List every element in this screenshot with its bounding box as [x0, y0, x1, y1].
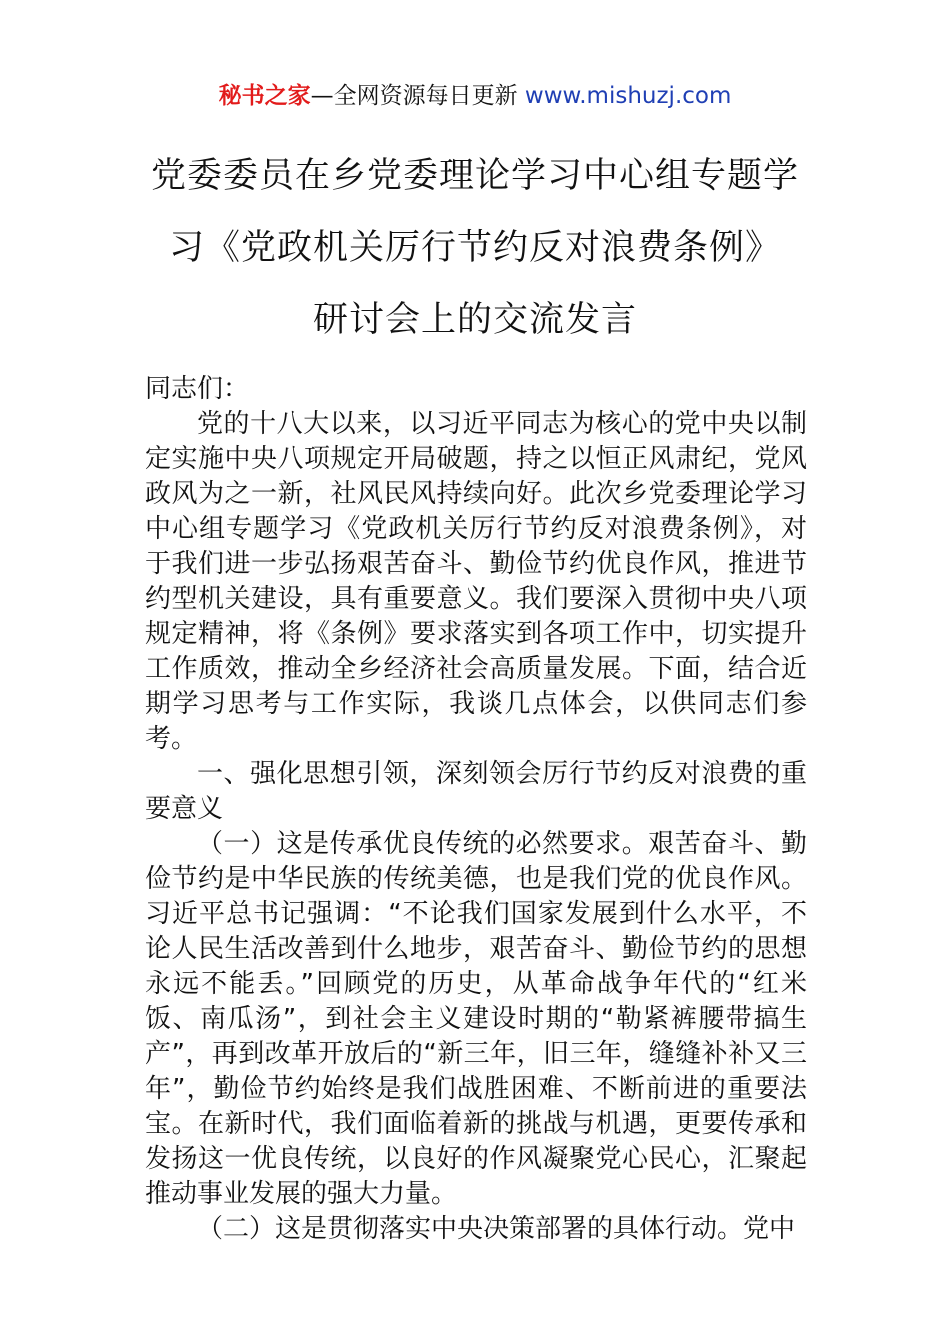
site-url: www.mishuzj.com — [524, 83, 732, 109]
document-body — [145, 372, 807, 1247]
title-line-3: 研讨会上的交流发言 — [312, 300, 637, 340]
site-brand: 秘书之家 — [218, 83, 311, 109]
title-line-1: 党委委员在乡党委理论学习中心组专题学 — [150, 156, 799, 196]
document-title — [0, 140, 950, 356]
paragraph-point-2: （二）这是贯彻落实中央决策部署的具体行动。党中 — [197, 1214, 796, 1244]
paragraph-point-1: （一）这是传承优良传统的必然要求。艰苦奋斗、勤俭节约是中华民族的传统美德，也是我们党的优良作风。习近平总书记强调：“不论我们国家发展到什么水平，不论人民生活改善到什么地步，艰苦奋斗、勤俭节约的思想永远不能丢。”回顾党的历史，从革命战争年代的“红米饭、南瓜汤”，到社会主义建设时期的“勒紧裤腰带搞生产”，再到改革开放后的“新三年，旧三年，缝缝补补又三年”，勤俭节约始终是我们战胜困难、不断前进的重要法宝。在新时代，我们面临着新的挑战与机遇，更要传承和发扬这一优良传统，以良好的作风凝聚党心民心，汇聚起推动事业发展的强大力量。 — [145, 829, 807, 1209]
site-tagline: —全网资源每日更新 — [310, 83, 525, 109]
section-heading-1: 一、强化思想引领，深刻领会厉行节约反对浪费的重要意义 — [145, 759, 807, 824]
site-header — [0, 80, 950, 112]
title-line-2: 习《党政机关厉行节约反对浪费条例》 — [168, 228, 781, 268]
paragraph-intro: 党的十八大以来，以习近平同志为核心的党中央以制定实施中央八项规定开局破题，持之以恒正风肃纪，党风政风为之一新，社风民风持续向好。此次乡党委理论学习中心组专题学习《党政机关厉行节约反对浪费条例》，对于我们进一步弘扬艰苦奋斗、勤俭节约优良作风，推进节约型机关建设，具有重要意义。我们要深入贯彻中央八项规定精神，将《条例》要求落实到各项工作中，切实提升工作质效，推动全乡经济社会高质量发展。下面，结合近期学习思考与工作实际，我谈几点体会，以供同志们参考。 — [145, 409, 807, 754]
salutation: 同志们： — [145, 374, 250, 404]
